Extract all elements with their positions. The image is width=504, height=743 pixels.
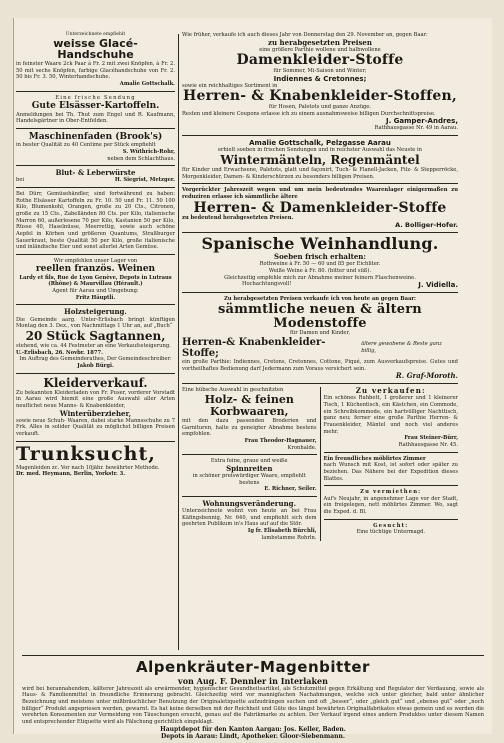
ad-address: Rathhausgasse Nr. 49 in Aarau. (374, 125, 458, 132)
ad-title: Zu verkaufen: (355, 386, 426, 396)
ad-wood-auction (16, 308, 175, 369)
banner-depot-local: Depots in Aarau: Lindt, Apotheker. Gloor-Siebenmann. (161, 733, 345, 741)
ad-body: Ein schönes Ruhbett, 1 großerer und 1 kleinerer Tisch, 1 Küchentisch, ein Kästchen, ein Commode, ein Schreibkommode, ein hartvölliger Nachttisch, ganz neu; ferner eine große Parthie Herren- & Frauenkleider, Mäntel und noch viel anderes mehr. (323, 395, 458, 435)
separator (182, 454, 317, 455)
ad-subline: Soeben frisch erhalten: (274, 252, 366, 262)
ad-address: lambstamme Rohrln. (261, 534, 317, 541)
ad-line: Weiße Weine à Fr. 80. (bitter und süß). (268, 267, 372, 274)
separator (16, 373, 175, 374)
small-ads-grid (182, 387, 458, 541)
ad-title: weisse Glacé-Handschuhe (53, 36, 138, 62)
separator (16, 254, 175, 255)
ad-french-wines (16, 258, 175, 302)
ad-signature: Dr. med. Heymann, Berlin, Yorkstr. 3. (16, 471, 125, 478)
separator (182, 135, 458, 136)
separator (16, 128, 175, 129)
ad-intro: Eine hübsche Auswahl in geschnitzten (182, 387, 284, 394)
ad-body: für Kinder und Erwachsene, Paletots, glatt und façonirt, Tuch- & Flanell-Jacken, Filz- & Stepperröcke, Morgenkleider, Damen- & Kinderschürzen zu besonders billigen Preisen. (182, 167, 458, 180)
ad-intro: Eine frische Sendung (55, 94, 136, 101)
ad-title: reellen französ. Weinen (35, 264, 156, 275)
ad-moving (182, 500, 317, 541)
ad-body: Auf's Neujahr, in angenehmer Lage vor der Stadt, ein freigelegen, nett möblirtes Zimmer. Wo, sagt die Exped. d. Bl. (323, 495, 458, 516)
ad-potatoes (16, 95, 175, 125)
ad-signature: A. Bolliger-Hofer. (395, 220, 458, 229)
ad-spinnreiten (182, 458, 317, 493)
ad-intro: Wir empfehlen unser Lager von (53, 257, 138, 264)
ad-signature: Amalie Gottschalk. (119, 80, 175, 87)
ad-body: erhielt soeben in frischen Sendungen und in reichster Auswahl das Neuste in (217, 147, 423, 154)
ad-title: Gute Elsässer-Kartoffeln. (31, 101, 160, 112)
ad-glace-gloves (16, 32, 175, 88)
ad-address: neben dem Schlachthaus. (107, 155, 175, 162)
ad-body: ein große Parthie: Indiennes, Cretons, Cretonnes, Cottone, Piqué, zum Ausverkaufspreise. Gutes und vortheilhaftes Bedienung darf Jedermann zum Voraus versichert sein. (182, 358, 458, 372)
separator (16, 187, 175, 188)
ad-body: Unterzeichnete wohnt von heute an bei Frau Käfingsbennig, Nr. 640, und empfiehlt sich dem geehrten Publikum in's Haus auf auf die Stör. (182, 508, 317, 528)
ad-graf-moroth (182, 296, 458, 380)
newspaper-page (14, 18, 492, 741)
ad-title: Maschinenfaden (Brook's) (28, 131, 163, 142)
ad-headline: Wintermänteln, Regenmäntel (220, 152, 420, 167)
ad-body: bei (16, 177, 25, 184)
separator (16, 165, 175, 166)
small-ads-divider (320, 387, 321, 541)
ad-headline: Zu herabgesetzten Preisen verkaufe ich von heute an gegen Baar: (224, 296, 416, 303)
ad-signature: S. Wüthrich-Rohr, (122, 148, 175, 155)
ad-title: Damenkleider-Stoffe (236, 52, 404, 69)
ad-body: zu bedeutend herabgesetzten Preisen. (182, 215, 294, 222)
ad-line: Gleichzeitig empfehle mich zur Abnahme meiner feinern Flaschenweine. (224, 274, 416, 281)
ad-title: Wohnungsveränderung. (202, 499, 297, 509)
ad-bolliger-hofer (182, 187, 458, 229)
ad-body: Vorgerückter Jahreszeit wegen und um mein bedeutendes Waarenlager einigermaßen zu reduziren erlasse ich sämmtliche ältere (182, 187, 458, 200)
ad-line: Hochachtungsvoll! (242, 281, 292, 288)
ad-signature: Frau Theodor-Hagnauer, (244, 438, 317, 445)
ad-title: Spanische Weinhandlung. (201, 234, 439, 254)
ad-title: Kleiderverkauf. (43, 375, 148, 390)
ad-body: mit den dazu passenden Broderien und Garnituren, halte zu geneigter Abnahme bestens empfohlen. (182, 418, 317, 438)
ad-subline: eine größere Parthie wollene und halbwollene (259, 46, 381, 53)
ad-address: Kronhalde. (287, 444, 317, 451)
separator (182, 183, 458, 184)
ad-signature: E. Richner, Seiler. (264, 486, 317, 493)
banner-body: wird bei herannahendem, kälterer Jahreszeit als erwärmender, hygienischer Gesundheitsartikel, als Schutzmittel gegen Erkältung und Regulator der Verdauung, sowie als Haus- & Familienmittel in freundliche Erinnerung gebracht. Gleichzeitig wird vor mannigfachen Nachahmungen, welche sich unter gleicher, bald unter ähnlicher Bezeichnung und meistens unter mißbräuchlicher Benutzung der Originaletiquette aufzudrängen suchen und oft „besser“, oder „gleich gut“ und „ebenso gut“ oder „noch billiger“ Produkt angepriesen werden, gewarnt. Es hat keine derselben mit der Reichheit und Güte des längst bewährten Originalfabrikates etwas gemein und es werden die verehrten Konsumenten zur Vermeidung von Täuschungen ersucht, genau auf die Fabrikmarke zu achten. Der Verkauf irgend eines andern Produktes unter diesem Namen und entsprechender Etiquette wird als Fälschung gerichtlich eingeklagt. (22, 685, 484, 726)
ad-title: Amalie Gottschalk, Pelzgasse Aarau (249, 139, 391, 148)
ad-room (324, 456, 459, 483)
ad-body: Zu bekannten Kleiderladen von Fr. Puser, vorderer Vorstadt in Aarau wird hiemit eine große Auswahl aller Arten neuflichet neue Manns- & Knabenkleider, (16, 389, 175, 410)
separator (16, 441, 175, 442)
ad-addiction-cure (16, 442, 175, 478)
ad-body: nach Wunsch mit Kost, ist sofort oder später zu beziehen. Das Nähere bei der Expedition dieses Blattes. (323, 462, 458, 482)
ad-subline: Agent für Aarau und Umgebung: (52, 288, 139, 295)
ad-title: Blut- & Leberwürste (55, 168, 136, 178)
ad-signature: J. Vidiella. (418, 281, 458, 290)
ad-spanish-wine (182, 236, 458, 289)
ad-signature: Fritz Häuptli. (75, 294, 116, 301)
ad-address: Rathhausgasse Nr. 45. (398, 441, 458, 448)
ad-title: Holz- & feinen Korbwaaren, (204, 392, 294, 418)
ad-body: in schöner preiswürdiger Waare, empfiehlt bestens (192, 473, 306, 486)
ad-for-sale (324, 387, 459, 448)
ad-line: Rothweine à Fr. 50 — 60 und 85 per Eichliter. (259, 261, 381, 268)
left-column (16, 32, 175, 478)
ad-title: Trunksucht, (16, 442, 156, 465)
ad-date: U.-Erlisbach, 26. Novbr. 1877. (16, 349, 103, 356)
ad-wood-baskets (182, 387, 317, 451)
ad-sausages (16, 169, 175, 184)
ad-body: sowie neue Schuh- Waaren, dabei starke Mannsschuhe zu 7 Frk. Alles in solider Qualität zu möglichst billigen Preisen verkauft. (16, 417, 175, 438)
ad-title: Herren- & Knabenkleider-Stoffen, (183, 88, 457, 105)
ad-to-rent (324, 489, 459, 516)
right-column (182, 32, 458, 541)
separator (182, 292, 458, 293)
ad-title: sämmtliche neuen & ältern Modenstoffe (218, 301, 422, 331)
ad-subline: für Sommer, Mi-Saison und Winter; (273, 68, 367, 75)
ad-intro: Extra feine, graue und weiße (210, 458, 288, 465)
ad-sewing-thread (16, 132, 175, 162)
separator (182, 496, 317, 497)
ad-alpenkraeuter-banner (22, 652, 484, 741)
ad-body: Anmeldungen bei Th. Thut zum Engel und R. Kaufmann, Handelsgärtner in Ober-Entfelden. (16, 111, 175, 125)
ad-body: Eine tüchtige Untermagd. (356, 529, 426, 536)
ad-title: Zu vermiethen: (360, 489, 422, 496)
ad-vegetables (16, 191, 175, 251)
separator (182, 232, 458, 233)
ad-body: in bester Qualität zu 40 Centime per Stück empfiehlt (16, 142, 156, 149)
ad-subline: für Hosen, Paletots und ganze Anzüge. (268, 104, 372, 111)
ad-title: Holzsteigerung. (64, 307, 127, 317)
separator (22, 655, 484, 656)
ad-body: Die Gemeinde aarg. Unter-Erlisbach bringt künftigen Montag den 3. Dez., von Nachmittags 1 Uhr an, auf „Buch“ (16, 316, 175, 330)
ad-title: Herren-& Knabenkleider-Stoffe; (182, 336, 326, 359)
banner-subtitle: von Aug. F. Dennler in Interlaken (178, 675, 328, 686)
ad-gamper-andres (182, 32, 458, 132)
ad-signature: R. Graf-Moroth. (395, 371, 458, 381)
ad-title: Ein freundliches möblirtes Zimmer (323, 455, 426, 462)
ad-signature: Ig fr. Elisabeth Bürchli, (247, 528, 317, 535)
ad-signature: Jakob Bürgi. (77, 362, 114, 369)
ad-signature: J. Gamper-Andres, (385, 117, 458, 126)
ad-body: Resten und kleinere Coupons erlasse ich zu einem ausnahmsweise billigen Durchschnittspreise. (182, 110, 436, 117)
separator (324, 452, 459, 453)
ad-title: Herren- & Damenkleider-Stoffe (193, 199, 447, 216)
ad-subline: für Damen und Kinder, (289, 330, 351, 337)
ad-headline: Winterüberzieher, (59, 408, 132, 418)
banner-title: Alpenkräuter-Magenbitter (136, 658, 370, 676)
ad-signature: H. Siegrist, Metzger. (114, 177, 175, 184)
left-border (13, 18, 14, 734)
ad-amalie-gottschalk (182, 139, 458, 180)
separator (16, 304, 175, 305)
ad-wanted (324, 523, 459, 536)
ad-subline: ältere gewobene & Reste ganz billig, (361, 340, 442, 354)
ad-title: Spinnreiten (226, 464, 273, 474)
separator (324, 485, 459, 486)
ad-intro: Unterzeichnete empfiehlt (65, 32, 126, 37)
ad-body: stehend, wie ca. 44 Festmeter an eine Verkaufssteigerung. (16, 343, 171, 349)
ad-signature: Frau Steiner-Bürr, (404, 435, 458, 442)
ad-body: Wie früher, verkaufe ich auch dieses Jahr von Donnerstag den 29. November an, gegen Baar: (182, 32, 428, 38)
ad-body: Lardy et fils, Rue de Lyon Genève, Depots in Lutraus (Rhône) & Maurvillau (Hérault.) (19, 274, 172, 288)
ad-body: Magenleiden zc. Vor nach 10jähr. bewährter Methode. (16, 464, 160, 471)
ad-body: Bei Dürr, Gemüsehändler, sind fortwährend zu haben: Rothe Elsässer Kartoffeln zu Fr. 10. 50 und Fr. 11. 50 100 Kilo, Blumenkohl, Orangen, große zu 20 Cts., Citronen, große zu 15 Cts., Zabelländen 80 Cts. per Kilo, italienische Marron 60, außerlesene 70 per Kilo, Kastanien 50 per Kilo, Rüsse 40, Haselnüsse, Meerrettig, sowie auch schöne Aepfel in Körben und größeren Quantums, Straßburger Sauerkraut, beste Qualität 50 per Kilo, große italienische und inländische Eier und sonst allerlei Arten Gemüse. (16, 190, 175, 251)
separator (182, 383, 458, 384)
ad-headline: 20 Stück Sagtannen, (25, 328, 166, 343)
small-ads-left (182, 387, 317, 541)
separator (324, 519, 459, 520)
small-ads-right (324, 387, 459, 541)
ad-body: in feinster Waare 2ck Paar à Fr. 2 mit zwei Knöpfen, à Fr. 2. 50 mit sechs Knöpfen, farbige Glacéhandschuhe von Fr. 2. 50 bis Fr. 3. 50, Winterhandschuhe. (16, 60, 175, 81)
banner-depot-main: Hauptdepot für den Kanton Aargau: Jos. Keller, Baden. (160, 725, 346, 733)
separator (16, 91, 175, 92)
ad-subline: sowie ein reichhaltiges Sortiment in (182, 82, 278, 89)
ad-subline: Im Auftrag des Gemeinderathes, Der Gemeindeschreiber: (19, 356, 172, 363)
ad-headline: Indiennes & Cretonnes; (273, 74, 367, 83)
ad-clothing-sale (16, 377, 175, 438)
column-divider (178, 34, 179, 650)
ad-title: Gesucht: (373, 522, 409, 529)
ad-headline: zu herabgesetzten Preisen (268, 37, 372, 47)
